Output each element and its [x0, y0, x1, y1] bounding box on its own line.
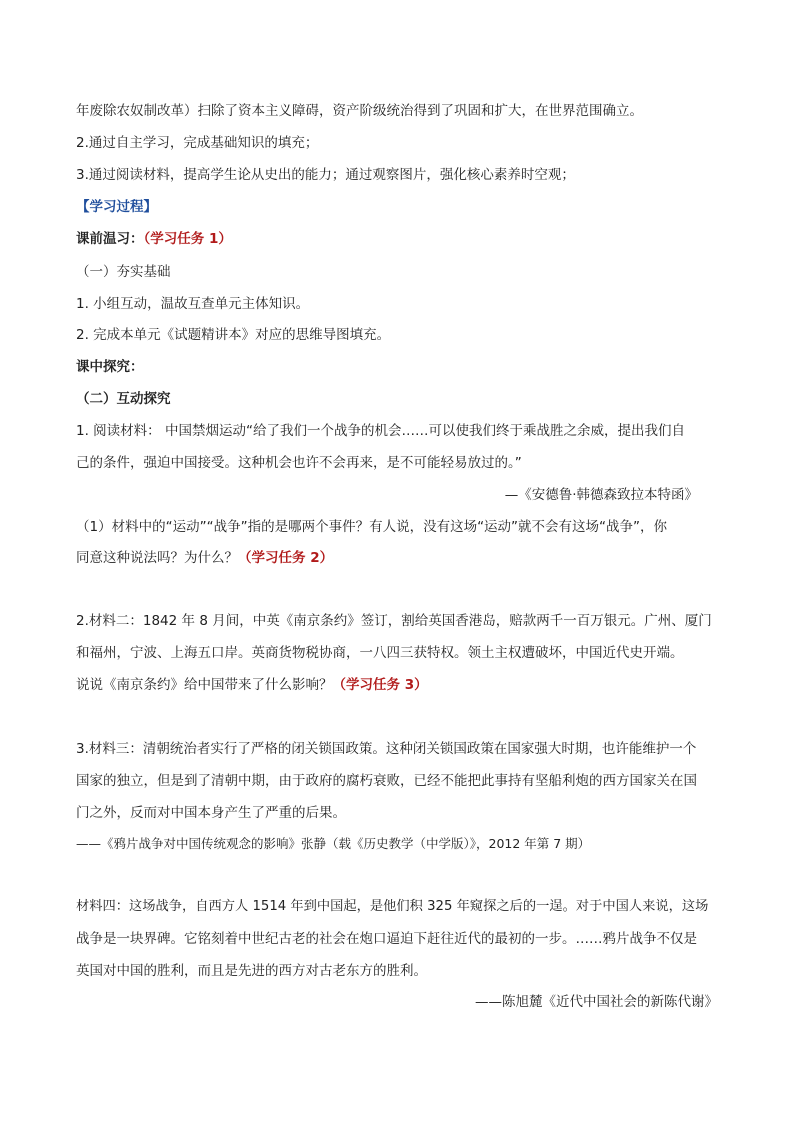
- objective-line-1: 年废除农奴制改革）扫除了资本主义障碍，资产阶级统治得到了巩固和扩大，在世界范围确立。: [76, 103, 643, 119]
- q1-material-line-2: 己的条件，强迫中国接受。这种机会也许不会再来，是不可能轻易放过的。”: [76, 455, 522, 471]
- q1-material-line-1: 1. 阅读材料： 中国禁烟运动“给了我们一个战争的机会……可以使我们终于乘战胜之余威，提出我们自: [76, 423, 685, 439]
- q2-material-line-1: 2.材料二：1842 年 8 月间，中英《南京条约》签订，割给英国香港岛，赔款两千一百万银元。广州、厦门: [76, 613, 712, 629]
- objective-line-3: 3.通过阅读材料，提高学生论从史出的能力；通过观察图片，强化核心素养时空观；: [76, 167, 575, 183]
- q4-material-line-1: 材料四：这场战争，自西方人 1514 年到中国起，是他们积 325 年窥探之后的一逞。对于中国人来说，这场: [76, 899, 709, 914]
- q3-source: ——《鸦片战争对中国传统观念的影响》张静（载《历史教学（中学版）》，2012 年第 7 期）: [76, 836, 591, 851]
- preclass-item-1: 1. 小组互动，温故互查单元主体知识。: [76, 296, 310, 312]
- task-3-tag: （学习任务 3）: [332, 677, 428, 693]
- q3-material-line-1: 3.材料三：清朝统治者实行了严格的闭关锁国政策。这种闭关锁国政策在国家强大时期，也许能维护一个: [76, 741, 697, 757]
- task-1-tag: （学习任务 1）: [143, 231, 232, 247]
- q2-question-text: 说说《南京条约》给中国带来了什么影响？: [76, 677, 333, 693]
- preclass-item-2: 2. 完成本单元《试题精讲本》对应的思维导图填充。: [76, 327, 391, 343]
- section-foundation: （一）夯实基础: [76, 264, 171, 280]
- section-interactive: （二）互动探究: [76, 391, 171, 407]
- preclass-label: 课前温习：: [76, 231, 144, 247]
- q4-material-line-3: 英国对中国的胜利，而且是先进的西方对古老东方的胜利。: [76, 963, 427, 979]
- objective-line-2: 2.通过自主学习，完成基础知识的填充；: [76, 135, 319, 151]
- preclass-heading: [76, 230, 718, 248]
- q4-source: ——陈旭麓《近代中国社会的新陈代谢》: [475, 994, 718, 1010]
- q1-source: —《安德鲁·韩德森致拉本特函》: [504, 487, 698, 503]
- q1-question-text: 同意这种说法吗？为什么？: [76, 550, 238, 566]
- q2-question: [76, 676, 718, 694]
- process-heading: 【学习过程】: [76, 199, 157, 215]
- q3-material-line-2: 国家的独立，但是到了清朝中期，由于政府的腐朽衰败，已经不能把此事持有坚船利炮的西方国家关在国: [76, 773, 697, 789]
- q2-material-line-2: 和福州，宁波、上海五口岸。英商货物税协商，一八四三获特权。领土主权遭破坏，中国近代史开端。: [76, 645, 684, 661]
- q1-question-line-2: [76, 549, 718, 567]
- q4-material-line-2: 战争是一块界碑。它铭刻着中世纪古老的社会在炮口逼迫下赶往近代的最初的一步。……鸦片战争不仅是: [76, 931, 697, 947]
- q3-material-line-3: 门之外，反而对中国本身产生了严重的后果。: [76, 805, 346, 821]
- task-2-tag: （学习任务 2）: [238, 550, 334, 566]
- inclass-heading: 课中探究：: [76, 359, 144, 375]
- q1-question-line-1: （1）材料中的“运动”“战争”指的是哪两个事件？有人说，没有这场“运动”就不会有这场“战争”，你: [76, 519, 668, 535]
